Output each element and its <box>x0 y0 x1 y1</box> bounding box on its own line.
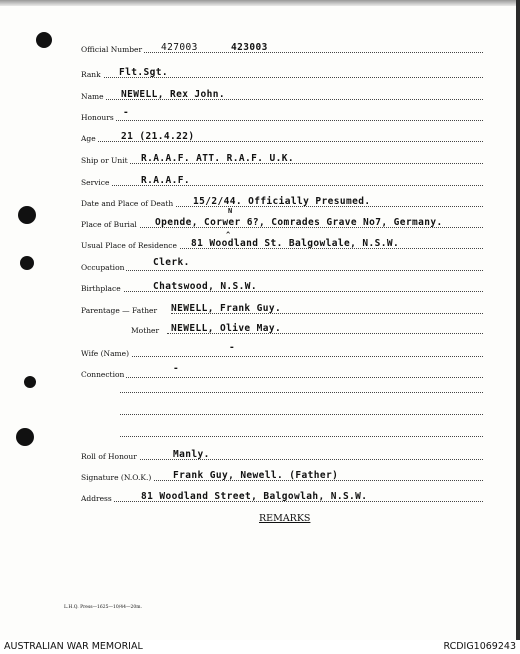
official-number-row <box>81 41 483 55</box>
honours-row <box>81 109 483 123</box>
rank-label: Rank <box>81 70 101 79</box>
footer-record-id: RCDIG1069243 <box>443 641 516 652</box>
official-number-value: 423003 <box>231 42 268 53</box>
dotted-line <box>81 270 483 271</box>
ship-or-unit-value: R.A.A.F. ATT. R.A.F. U.K. <box>141 153 294 164</box>
official-number-value-struck: 427003 <box>161 42 198 53</box>
occupation-value: Clerk. <box>153 257 190 268</box>
ship-or-unit-label: Ship or Unit <box>81 156 128 165</box>
signature-row <box>81 469 483 483</box>
rank-row <box>81 66 483 80</box>
service-row <box>81 174 483 188</box>
birthplace-row <box>81 280 483 294</box>
usual-residence-row <box>81 231 483 251</box>
age-value: 21 (21.4.22) <box>121 131 195 142</box>
name-row <box>81 88 483 102</box>
occupation-label: Occupation <box>81 263 125 272</box>
service-value: R.A.A.F. <box>141 175 190 186</box>
roll-of-honour-value: Manly. <box>173 449 210 460</box>
age-row <box>81 130 483 144</box>
wife-label: Wife (Name) <box>81 349 130 358</box>
dotted-line <box>81 356 483 357</box>
honours-label: Honours <box>81 113 114 122</box>
honours-value: - <box>123 107 130 118</box>
roll-of-honour-row <box>81 448 483 462</box>
footer-institution: AUSTRALIAN WAR MEMORIAL <box>4 641 143 652</box>
dotted-line <box>81 291 483 292</box>
birthplace-label: Birthplace <box>81 284 121 293</box>
connection-continuation-line <box>120 392 483 393</box>
scan-top-edge <box>0 0 520 6</box>
date-place-death-value: 15/2/44. Officially Presumed. <box>193 196 371 207</box>
father-label: Parentage — Father <box>81 306 158 315</box>
official-number-label: Official Number <box>81 45 143 54</box>
occupation-row <box>81 259 483 273</box>
connection-row <box>81 363 483 380</box>
place-of-burial-label: Place of Burial <box>81 220 137 229</box>
remarks-heading: REMARKS <box>259 513 311 524</box>
dotted-line <box>81 377 483 378</box>
handwritten-insert: N <box>228 207 233 215</box>
print-imprint: L.H.Q. Press—1625—10/44—20m. <box>64 605 142 610</box>
insertion-caret: ^ <box>226 231 231 239</box>
wife-row <box>81 342 483 359</box>
punch-hole <box>36 32 52 48</box>
address-label: Address <box>81 494 112 503</box>
ship-or-unit-row <box>81 152 483 166</box>
signature-label: Signature (N.O.K.) <box>81 473 152 482</box>
mother-value: NEWELL, Olive May. <box>171 323 282 334</box>
punch-hole <box>20 256 34 270</box>
punch-hole <box>16 428 34 446</box>
service-label: Service <box>81 178 110 187</box>
connection-label: Connection <box>81 370 125 379</box>
usual-residence-label: Usual Place of Residence <box>81 241 177 250</box>
rank-value: Flt.Sgt. <box>119 67 168 78</box>
place-of-burial-row <box>81 207 483 230</box>
wife-value: - <box>229 342 236 353</box>
dotted-line <box>81 459 483 460</box>
date-place-death-row <box>81 195 483 209</box>
dotted-line <box>81 120 483 121</box>
father-value: NEWELL, Frank Guy. <box>171 303 282 314</box>
name-value: NEWELL, Rex John. <box>121 89 226 100</box>
address-value: 81 Woodland Street, Balgowlah, N.S.W. <box>141 491 368 502</box>
signature-value: Frank Guy, Newell. (Father) <box>173 470 339 481</box>
connection-continuation-line <box>120 414 483 415</box>
scan-right-edge <box>516 0 520 640</box>
birthplace-value: Chatswood, N.S.W. <box>153 281 258 292</box>
date-place-death-label: Date and Place of Death <box>81 199 174 208</box>
mother-row <box>81 322 483 336</box>
address-row <box>81 490 483 504</box>
punch-hole <box>18 206 36 224</box>
mother-label: Mother <box>131 326 160 335</box>
place-of-burial-value: Opende, Corwer 6?, Comrades Grave No7, Germany. <box>155 217 443 228</box>
name-label: Name <box>81 92 104 101</box>
father-row <box>81 302 483 316</box>
roll-of-honour-label: Roll of Honour <box>81 452 137 461</box>
punch-hole <box>24 376 36 388</box>
usual-residence-value: 81 Woodland St. Balgowlale, N.S.W. <box>191 238 400 249</box>
connection-continuation-line <box>120 436 483 437</box>
archive-footer <box>0 640 520 654</box>
age-label: Age <box>81 134 96 143</box>
connection-value: - <box>173 363 180 374</box>
